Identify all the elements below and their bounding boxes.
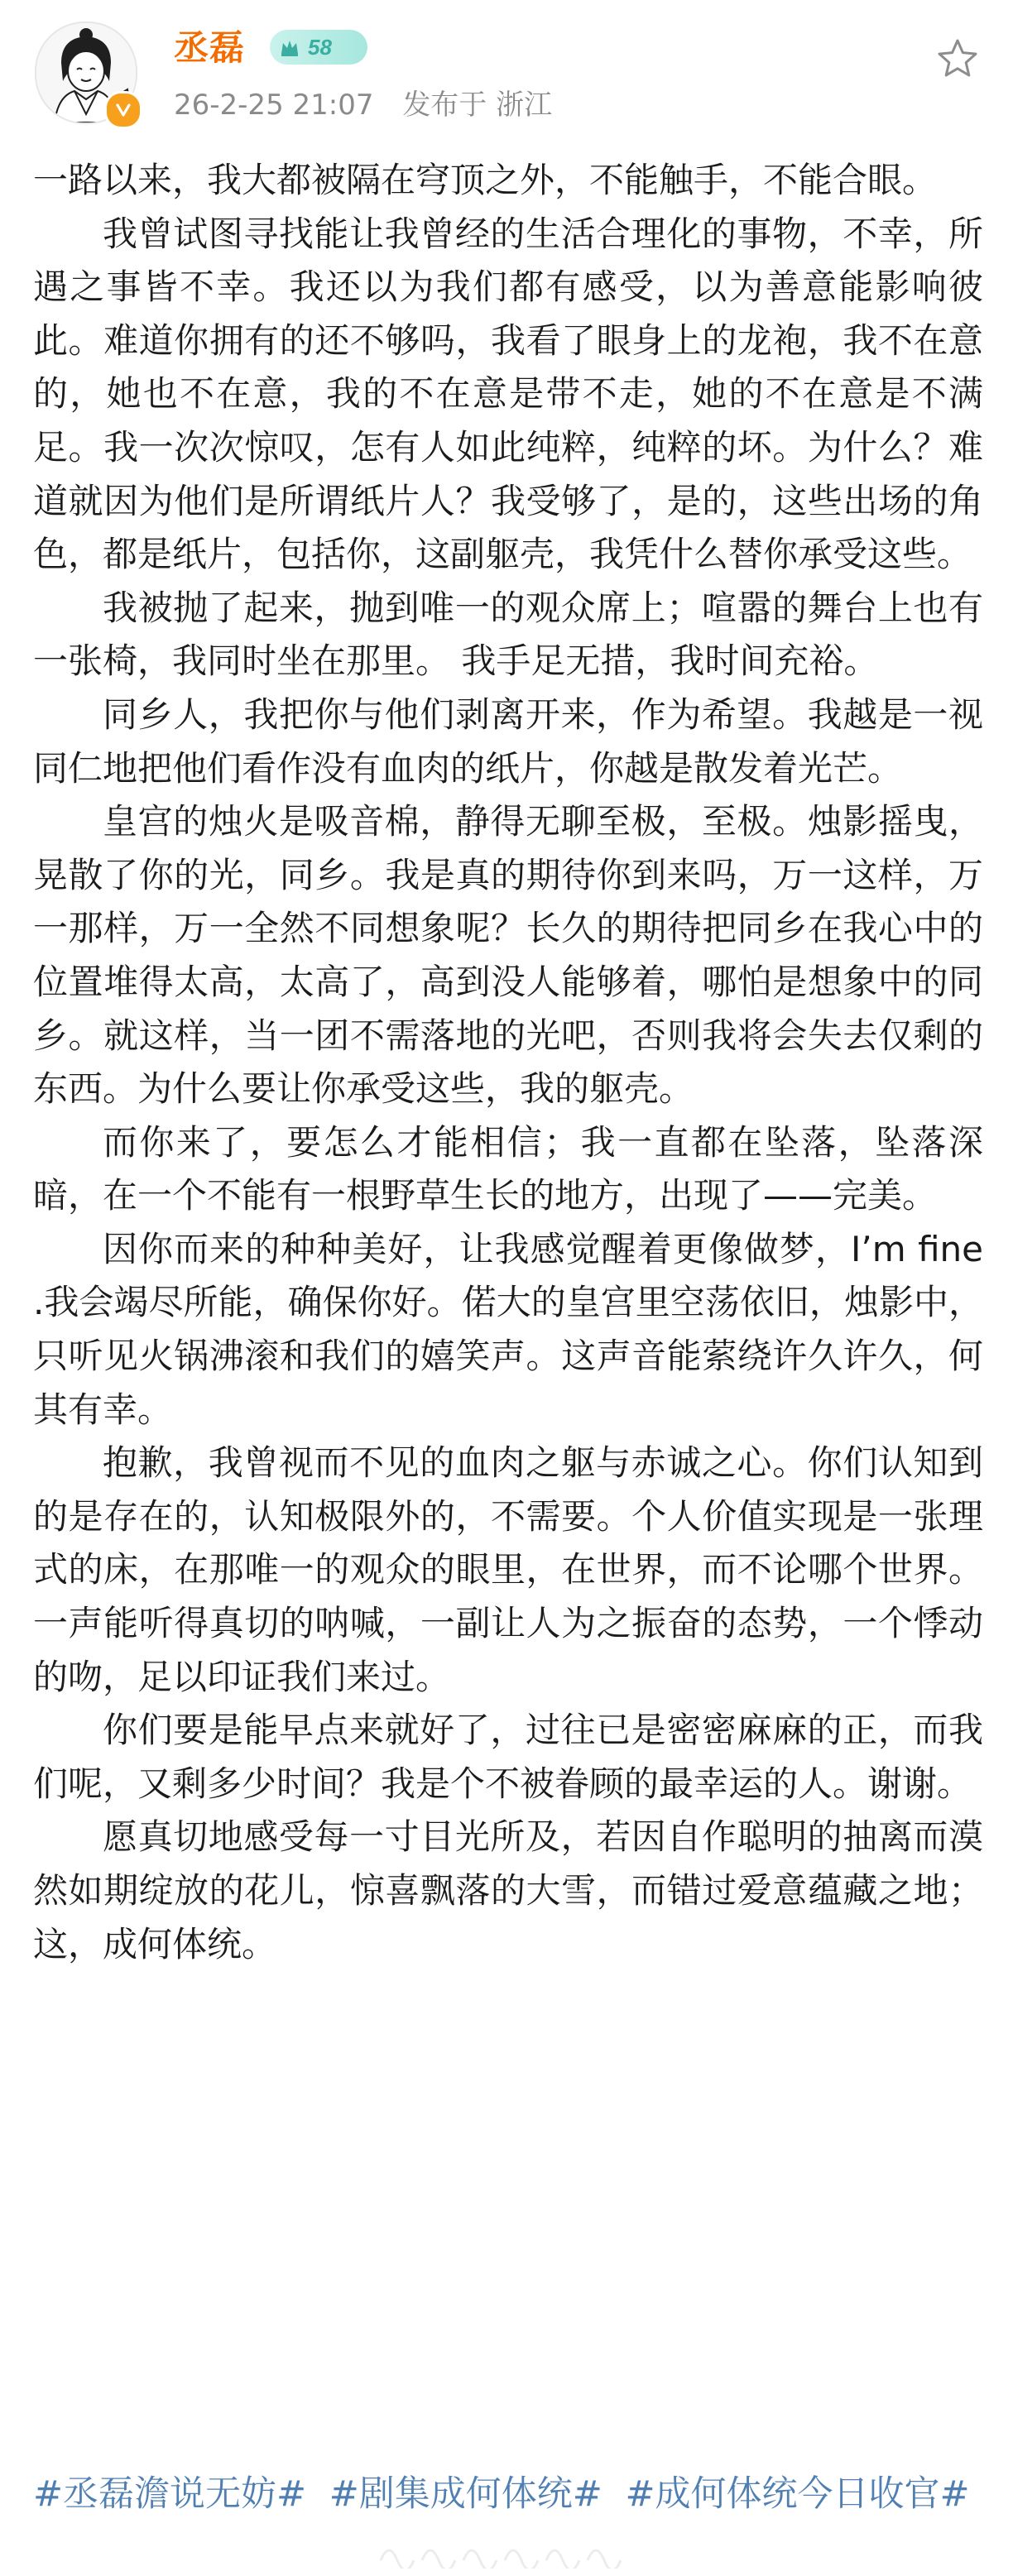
post-paragraph: 因你而来的种种美好，让我感觉醒着更像做梦，I’m fine .我会竭尽所能，确保你好。偌大的皇宫里空荡依旧，烛影中，只听见火锅沸滚和我们的嬉笑声。这声音能萦绕许久许久，何其有幸。 (33, 1228, 983, 1430)
verified-badge-icon (104, 91, 142, 129)
author-name[interactable]: 丞磊 (174, 27, 246, 68)
favorite-button[interactable] (932, 33, 983, 84)
hashtag-link[interactable]: #剧集成何体统# (329, 2473, 603, 2515)
post-paragraph: 你们要是能早点来就好了，过往已是密密麻麻的正，而我们呢，又剩多少时间？我是个不被眷顾的最幸运的人。谢谢。 (33, 1710, 983, 1804)
user-level-badge (270, 30, 367, 65)
hashtag-link[interactable]: #丞磊澹说无妨# (33, 2473, 307, 2515)
post-paragraph: 皇宫的烛火是吸音棉，静得无聊至极，至极。烛影摇曳，晃散了你的光，同乡。我是真的期待你到来吗，万一这样，万一那样，万一全然不同想象呢？长久的期待把同乡在我心中的位置堆得太高，太高了，高到没人能够着，哪怕是想象中的同乡。就这样，当一团不需落地的光吧，否则我将会失去仅剩的东西。为什么要让你承受这些，我的躯壳。 (33, 801, 983, 1110)
post-paragraph: 而你来了，要怎么才能相信；我一直都在坠落，坠落深暗，在一个不能有一根野草生长的地方，出现了——完美。 (33, 1121, 983, 1216)
post-paragraph: 我被抛了起来，抛到唯一的观众席上；喧嚣的舞台上也有一张椅，我同时坐在那里。 我手足无措，我时间充裕。 (33, 587, 983, 682)
post-location: 发布于 浙江 (402, 89, 553, 122)
post-paragraph: 我曾试图寻找能让我曾经的生活合理化的事物，不幸，所遇之事皆不幸。我还以为我们都有感受，以为善意能影响彼此。难道你拥有的还不够吗，我看了眼身上的龙袍，我不在意的，她也不在意，我的不在意是带不走，她的不在意是不满足。我一次次惊叹，怎有人如此纯粹，纯粹的坏。为什么？难道就因为他们是所谓纸片人？我受够了，是的，这些出场的角色，都是纸片，包括你，这副躯壳，我凭什么替你承受这些。 (33, 213, 983, 575)
post-paragraph: 一路以来，我大都被隔在穹顶之外，不能触手，不能合眼。 (33, 160, 938, 200)
level-number: 58 (308, 34, 332, 60)
watermark-image (372, 2535, 646, 2569)
star-outline-icon (936, 37, 979, 80)
post-header (0, 0, 1013, 149)
level-crown-icon (278, 36, 301, 59)
post-paragraph: 同乡人，我把你与他们剥离开来，作为希望。我越是一视同仁地把他们看作没有血肉的纸片，你越是散发着光芒。 (33, 693, 983, 789)
post-paragraph: 抱歉，我曾视而不见的血肉之躯与赤诚之心。你们认知到的是存在的，认知极限外的，不需要。个人价值实现是一张理式的床，在那唯一的观众的眼里，在世界，而不论哪个世界。一声能听得真切的呐喊，一副让人为之振奋的态势，一个悸动的吻，足以印证我们来过。 (33, 1442, 983, 1697)
hashtag-link[interactable]: #成何体统今日收官# (625, 2473, 970, 2515)
post-body (33, 154, 983, 1971)
post-meta (174, 86, 572, 124)
post-date: 26-2-25 21:07 (174, 89, 374, 122)
hashtag-list (33, 2468, 983, 2521)
post-paragraph: 愿真切地感受每一寸目光所及，若因自作聪明的抽离而漠然如期绽放的花儿，惊喜飘落的大雪，而错过爱意蕴藏之地；这，成何体统。 (33, 1816, 983, 1964)
